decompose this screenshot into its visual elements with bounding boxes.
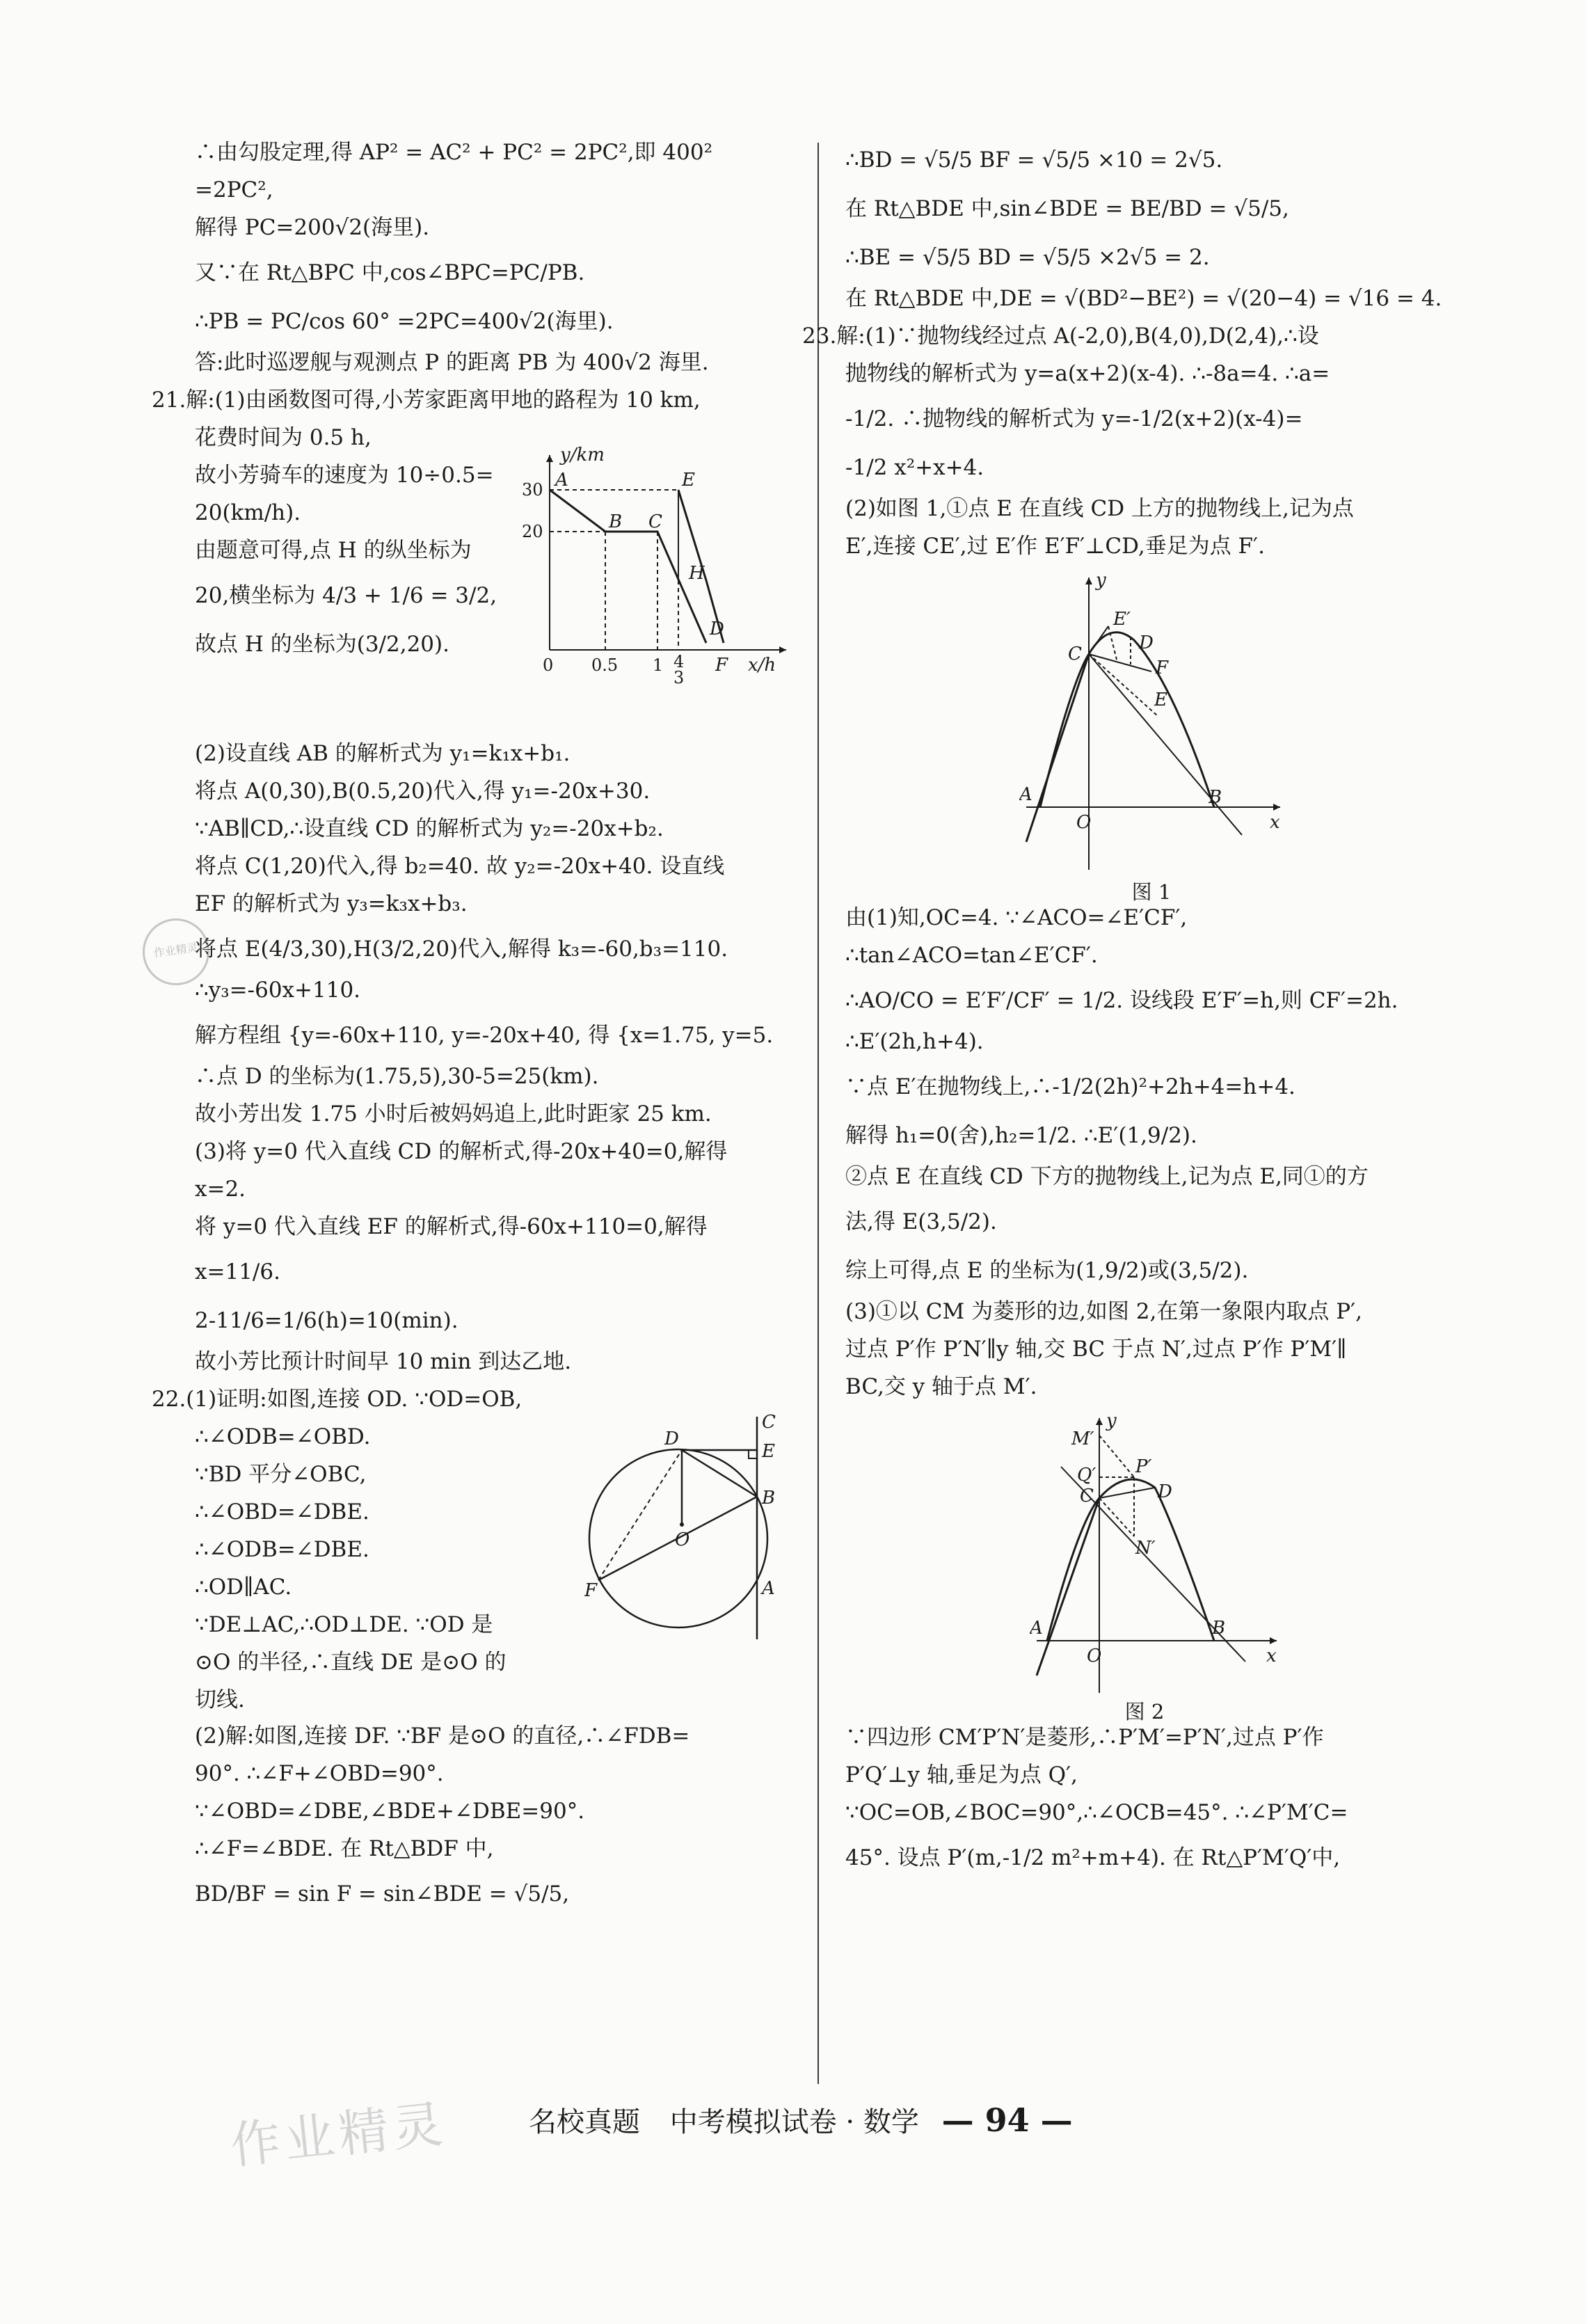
- text-line: ∴BE = √5/5 BD = √5/5 ×2√5 = 2.: [845, 245, 1210, 270]
- text-line: 23.解:(1)∵抛物线经过点 A(-2,0),B(4,0),D(2,4),∴设: [802, 324, 1319, 349]
- text-line: -1/2 x²+x+4.: [845, 455, 984, 480]
- footer-book-title: 名校真题: [529, 2106, 640, 2138]
- text-line: ∴OD∥AC.: [195, 1575, 292, 1600]
- text-line: 20(km/h).: [195, 500, 301, 525]
- figure-1-caption: 图 1: [1131, 880, 1172, 904]
- text-line: ∴点 D 的坐标为(1.75,5),30-5=25(km).: [195, 1064, 599, 1089]
- graph-point-B: B: [609, 511, 623, 532]
- fig2-label-Pp: P′: [1135, 1456, 1152, 1477]
- text-line: 过点 P′作 P′N′∥y 轴,交 BC 于点 N′,过点 P′作 P′M′∥: [845, 1337, 1347, 1362]
- text-line: 20,横坐标为 4/3 + 1/6 = 3/2,: [195, 583, 497, 608]
- circle-label-E: E: [762, 1441, 775, 1462]
- text-line: -1/2. ∴抛物线的解析式为 y=-1/2(x+2)(x-4)=: [845, 406, 1303, 431]
- text-line: ∴∠OBD=∠DBE.: [195, 1499, 369, 1525]
- fig2-label-Qp: Q′: [1077, 1465, 1096, 1486]
- fig1-label-y: y: [1096, 571, 1106, 591]
- text-line: =2PC²,: [195, 177, 273, 202]
- fig2-label-O: O: [1087, 1646, 1102, 1666]
- text-line: ∵∠OBD=∠DBE,∠BDE+∠DBE=90°.: [195, 1799, 585, 1824]
- text-line: 21.解:(1)由函数图可得,小芳家距离甲地的路程为 10 km,: [152, 388, 701, 413]
- text-line: ∴∠ODB=∠OBD.: [195, 1424, 371, 1449]
- text-line: (3)将 y=0 代入直线 CD 的解析式,得-20x+40=0,解得: [195, 1139, 728, 1164]
- text-line: 22.(1)证明:如图,连接 OD. ∵OD=OB,: [152, 1387, 523, 1412]
- text-line: 故小芳比预计时间早 10 min 到达乙地.: [195, 1349, 572, 1374]
- fig2-label-Np: N′: [1135, 1538, 1156, 1559]
- text-line: 90°. ∴∠F+∠OBD=90°.: [195, 1761, 444, 1786]
- circle-label-A: A: [762, 1578, 775, 1599]
- figure-1: [845, 571, 1472, 905]
- text-line: (2)如图 1,①点 E 在直线 CD 上方的抛物线上,记为点: [845, 496, 1354, 521]
- text-line: ∴BD = √5/5 BF = √5/5 ×10 = 2√5.: [845, 148, 1223, 173]
- text-line: x=11/6.: [195, 1259, 280, 1284]
- text-line: ∴由勾股定理,得 AP² = AC² + PC² = 2PC²,即 400²: [195, 140, 712, 165]
- graph-tick-0: 0: [543, 655, 554, 675]
- fig1-label-O: O: [1076, 812, 1092, 833]
- text-line: ∴tan∠ACO=tan∠E′CF′.: [845, 943, 1098, 968]
- fig1-label-A: A: [1019, 784, 1032, 805]
- fig2-label-B: B: [1212, 1618, 1226, 1639]
- watermark: 作业精灵: [228, 2094, 450, 2176]
- text-line: E′,连接 CE′,过 E′作 E′F′⊥CD,垂足为点 F′.: [845, 534, 1265, 559]
- text-line: 答:此时巡逻舰与观测点 P 的距离 PB 为 400√2 海里.: [195, 350, 709, 375]
- text-line: ∴∠ODB=∠DBE.: [195, 1537, 369, 1562]
- fig2-label-y: y: [1106, 1411, 1117, 1431]
- figure-2-parabola: [1030, 1411, 1280, 1696]
- circle-label-B: B: [762, 1488, 776, 1509]
- circle-label-O: O: [675, 1529, 690, 1550]
- circle-label-F: F: [584, 1580, 598, 1601]
- text-line: 故小芳出发 1.75 小时后被妈妈追上,此时距家 25 km.: [195, 1101, 712, 1127]
- graph-point-C: C: [648, 511, 662, 532]
- graph-tick-0.5: 0.5: [591, 655, 619, 675]
- text-line: ∴PB = PC/cos 60° =2PC=400√2(海里).: [195, 309, 614, 334]
- graph-axis-label-y: y/km: [560, 445, 605, 465]
- circle-figure: [584, 1410, 793, 1660]
- text-line: 将 y=0 代入直线 EF 的解析式,得-60x+110=0,解得: [195, 1214, 708, 1239]
- text-line: ∵AB∥CD,∴设直线 CD 的解析式为 y₂=-20x+b₂.: [195, 816, 664, 841]
- graph-tick-20: 20: [522, 522, 543, 541]
- text-line: 抛物线的解析式为 y=a(x+2)(x-4). ∴-8a=4. ∴a=: [845, 361, 1330, 386]
- text-line: ∵四边形 CM′P′N′是菱形,∴P′M′=P′N′,过点 P′作: [845, 1725, 1324, 1750]
- text-line: ∴AO/CO = E′F′/CF′ = 1/2. 设线段 E′F′=h,则 CF′=2h.: [845, 988, 1398, 1013]
- text-line: 又∵在 Rt△BPC 中,cos∠BPC=PC/PB.: [195, 260, 585, 285]
- text-line: 将点 A(0,30),B(0.5,20)代入,得 y₁=-20x+30.: [195, 779, 651, 804]
- graph-tick-1: 1: [653, 655, 664, 675]
- text-line: x=2.: [195, 1177, 246, 1202]
- text-line: 切线.: [195, 1687, 245, 1712]
- text-line: 解得 h₁=0(舍),h₂=1/2. ∴E′(1,9/2).: [845, 1123, 1197, 1148]
- page-number: — 94 —: [941, 2101, 1073, 2139]
- text-line: EF 的解析式为 y₃=k₃x+b₃.: [195, 891, 468, 916]
- fig2-label-D: D: [1158, 1481, 1172, 1502]
- text-line: 将点 E(4/3,30),H(3/2,20)代入,解得 k₃=-60,b₃=110.: [195, 937, 728, 962]
- column-divider: [818, 143, 819, 2084]
- q22-part1-block: [195, 1412, 793, 1723]
- graph-point-H: H: [689, 563, 705, 584]
- graph-point-E: E: [682, 470, 695, 491]
- graph-point-A: A: [555, 470, 568, 491]
- footer-series: 中考模拟试卷 · 数学: [669, 2106, 919, 2138]
- text-line: ⊙O 的半径,∴直线 DE 是⊙O 的: [195, 1650, 507, 1675]
- graph-axis-label-x: x/h: [748, 655, 776, 676]
- fig1-label-x: x: [1270, 812, 1280, 833]
- distance-time-graph: [522, 441, 793, 685]
- text-line: 故小芳骑车的速度为 10÷0.5=: [195, 463, 494, 488]
- graph-tick-4-3-num: 4: [673, 652, 685, 671]
- text-line: BC,交 y 轴于点 M′.: [845, 1374, 1037, 1399]
- text-line: P′Q′⊥y 轴,垂足为点 Q′,: [845, 1762, 1078, 1788]
- text-line: ∵BD 平分∠OBC,: [195, 1462, 367, 1487]
- text-line: 45°. 设点 P′(m,-1/2 m²+m+4). 在 Rt△P′M′Q′中,: [845, 1845, 1341, 1870]
- fig2-label-C: C: [1080, 1486, 1094, 1506]
- text-line: (2)设直线 AB 的解析式为 y₁=k₁x+b₁.: [195, 741, 571, 766]
- text-line: 2-11/6=1/6(h)=10(min).: [195, 1308, 458, 1333]
- text-line: 将点 C(1,20)代入,得 b₂=40. 故 y₂=-20x+40. 设直线: [195, 854, 725, 879]
- figure-2-caption: 图 2: [1124, 1700, 1165, 1724]
- text-line: 解得 PC=200√2(海里).: [195, 215, 430, 240]
- graph-point-D: D: [710, 619, 724, 639]
- text-line: 由题意可得,点 H 的纵坐标为: [195, 538, 472, 563]
- page-footer: [529, 2100, 1073, 2140]
- text-line: ∵点 E′在抛物线上,∴-1/2(2h)²+2h+4=h+4.: [845, 1074, 1295, 1099]
- text-line: 花费时间为 0.5 h,: [195, 425, 372, 450]
- fig1-label-Ep: E′: [1113, 609, 1131, 630]
- text-line: 法,得 E(3,5/2).: [845, 1209, 997, 1234]
- circle-label-C: C: [762, 1412, 776, 1433]
- text-line: (3)①以 CM 为菱形的边,如图 2,在第一象限内取点 P′,: [845, 1299, 1362, 1324]
- fig1-label-B: B: [1209, 787, 1222, 808]
- graph-tick-4-3-den: 3: [673, 668, 685, 685]
- graph-point-F: F: [715, 655, 728, 676]
- fig2-label-A: A: [1030, 1618, 1043, 1639]
- stamp-mark: 作业精灵: [138, 914, 214, 989]
- fig1-label-F: F: [1156, 658, 1169, 678]
- text-line: 综上可得,点 E 的坐标为(1,9/2)或(3,5/2).: [845, 1258, 1249, 1283]
- text-line: ②点 E 在直线 CD 下方的抛物线上,记为点 E,同①的方: [845, 1164, 1369, 1189]
- graph-tick-30: 30: [522, 480, 543, 500]
- fig1-label-E: E: [1154, 690, 1167, 710]
- fig1-label-D: D: [1139, 632, 1154, 653]
- text-line: ∵OC=OB,∠BOC=90°,∴∠OCB=45°. ∴∠P′M′C=: [845, 1800, 1348, 1825]
- fig2-label-x: x: [1266, 1646, 1277, 1666]
- fig2-label-Mp: M′: [1071, 1428, 1094, 1449]
- text-line: 由(1)知,OC=4. ∵∠ACO=∠E′CF′,: [845, 905, 1188, 930]
- figure-1-parabola: [1019, 571, 1284, 877]
- text-line: 在 Rt△BDE 中,sin∠BDE = BE/BD = √5/5,: [845, 196, 1289, 221]
- text-line: (2)解:如图,连接 DF. ∵BF 是⊙O 的直径,∴∠FDB=: [195, 1724, 690, 1749]
- figure-2: [845, 1411, 1472, 1724]
- text-line: 故点 H 的坐标为(3/2,20).: [195, 632, 449, 657]
- text-line: ∵DE⊥AC,∴OD⊥DE. ∵OD 是: [195, 1612, 493, 1637]
- circle-label-D: D: [664, 1428, 679, 1449]
- text-line: ∴E′(2h,h+4).: [845, 1029, 984, 1054]
- q21-part1-block: [195, 445, 793, 740]
- text-line: BD/BF = sin F = sin∠BDE = √5/5,: [195, 1881, 570, 1907]
- text-line: ∴y₃=-60x+110.: [195, 978, 361, 1003]
- text-line: 在 Rt△BDE 中,DE = √(BD²−BE²) = √(20−4) = √16 = 4.: [845, 286, 1442, 311]
- text-line: 解方程组 {y=-60x+110, y=-20x+40, 得 {x=1.75, y=5.: [195, 1023, 774, 1048]
- right-column: [802, 139, 1472, 1886]
- fig1-label-C: C: [1068, 644, 1082, 664]
- text-line: ∴∠F=∠BDE. 在 Rt△BDF 中,: [195, 1836, 494, 1861]
